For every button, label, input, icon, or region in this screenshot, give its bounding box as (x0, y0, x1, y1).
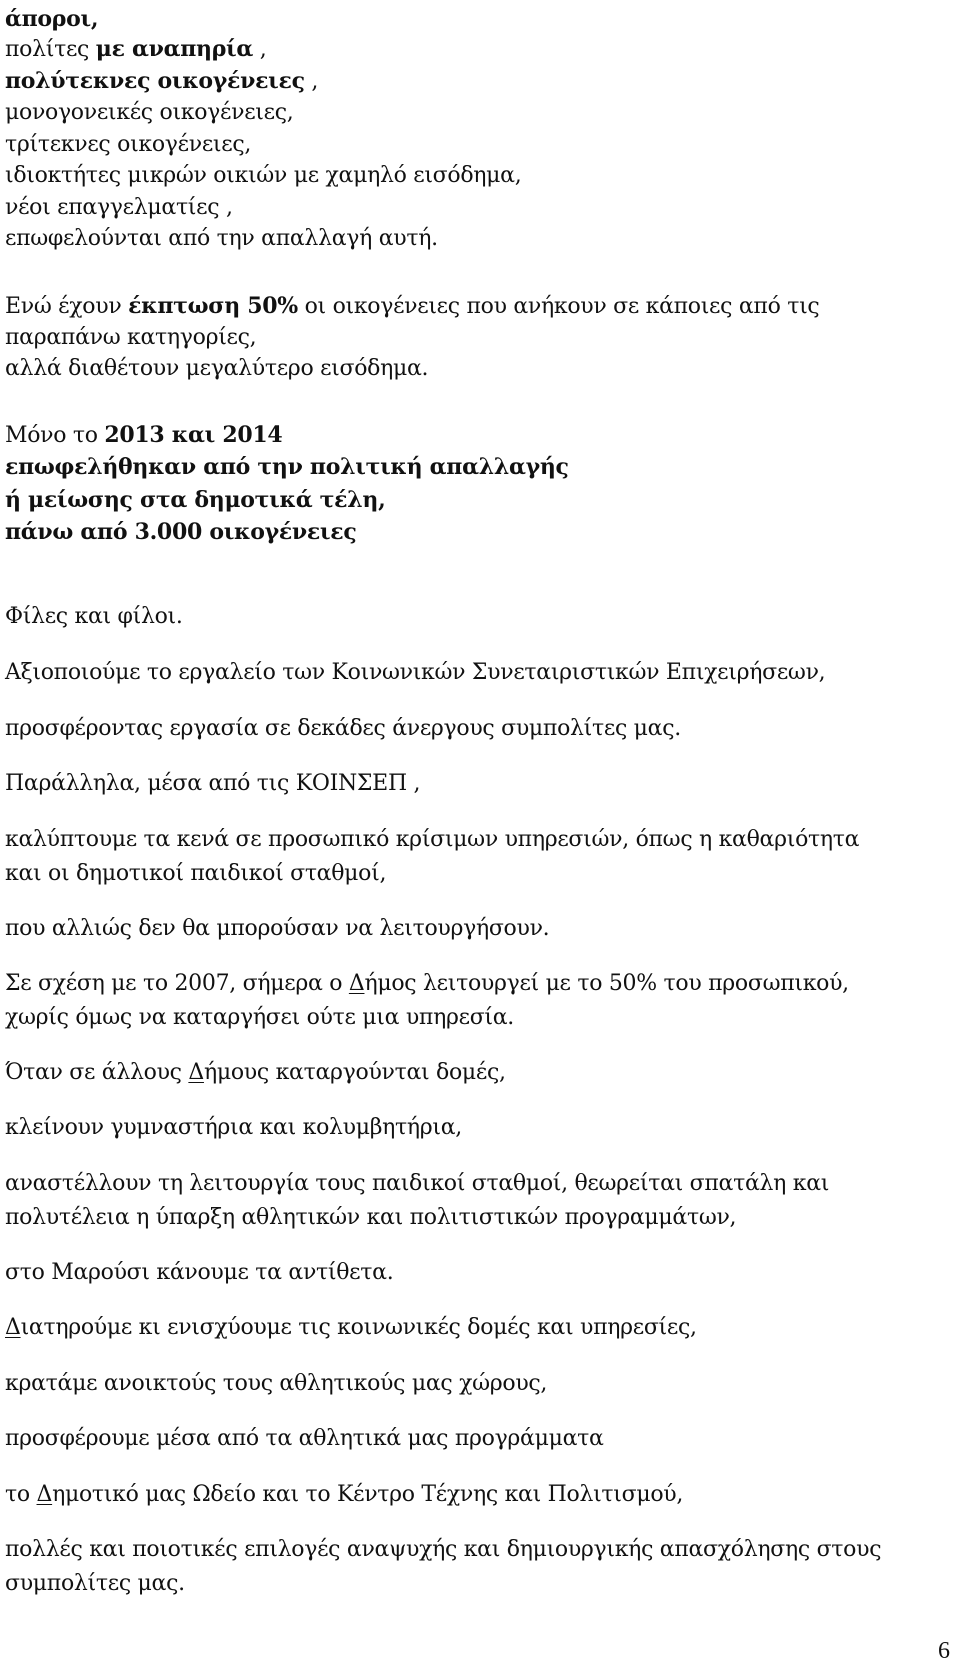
text-line (5, 323, 256, 353)
text-line (5, 1203, 736, 1233)
text-span: ιδιοκτήτες μικρών οικιών με χαμηλό εισόδημα, (5, 163, 522, 188)
text-line (5, 1169, 829, 1199)
text-line (5, 130, 251, 160)
text-span: παραπάνω κατηγορίες, (5, 325, 257, 350)
text-line (5, 193, 233, 223)
text-span: προσφέροντας εργασία σε δεκάδες άνεργους συμπολίτες μας. (5, 716, 681, 741)
text-span: μονογονεικές οικογένειες, (5, 100, 294, 125)
text-line (5, 354, 428, 384)
text-line (5, 452, 569, 483)
bold-text: με αναπηρία (95, 36, 254, 62)
text-line (5, 1424, 604, 1454)
text-span: αλλά διαθέτουν μεγαλύτερο εισόδημα. (5, 356, 429, 381)
text-line (5, 485, 385, 516)
text-line (5, 859, 386, 889)
text-span: ιατηρούμε κι ενισχύουμε τις κοινωνικές δομές και υπηρεσίες, (20, 1315, 697, 1340)
text-span: στο Μαρούσι κάνουμε τα αντίθετα. (5, 1260, 394, 1285)
text-span: Σε σχέση με το 2007, σήμερα ο (5, 971, 349, 996)
text-line (5, 914, 549, 944)
text-line (5, 420, 282, 451)
text-line (5, 1058, 506, 1088)
text-line (5, 825, 859, 855)
text-span: και οι δημοτικοί παιδικοί σταθμοί, (5, 861, 387, 886)
text-span: το (5, 1482, 37, 1507)
text-span: , (304, 69, 319, 94)
text-span: πολίτες (5, 37, 96, 62)
text-line (5, 1258, 393, 1288)
text-line (5, 98, 293, 128)
page-number: 6 (938, 1638, 950, 1664)
text-span: χωρίς όμως να καταργήσει ούτε μια υπηρεσία. (5, 1005, 514, 1030)
text-line (5, 1113, 462, 1143)
text-line (5, 602, 183, 632)
text-span: οι οικογένειες που ανήκουν σε κάποιες από τις (297, 294, 820, 319)
text-span: καλύπτουμε τα κενά σε προσωπικό κρίσιμων υπηρεσιών, όπως η καθαριότητα (5, 827, 860, 852)
text-span: Όταν σε άλλους (5, 1060, 189, 1085)
text-line (5, 658, 825, 688)
bold-text: ή μείωσης στα δημοτικά τέλη, (5, 487, 386, 513)
text-span: πολυτέλεια η ύπαρξη αθλητικών και πολιτιστικών προγραμμάτων, (5, 1205, 737, 1230)
text-span: προσφέρουμε μέσα από τα αθλητικά μας προγράμματα (5, 1426, 604, 1451)
underlined-text: Δ (188, 1060, 204, 1085)
underlined-text: Δ (348, 971, 365, 996)
text-span: κρατάμε ανοικτούς τους αθλητικούς μας χώρους, (5, 1371, 548, 1396)
bold-text: άποροι, (5, 6, 99, 32)
text-line (5, 517, 356, 548)
text-line (5, 1313, 697, 1343)
text-span: τρίτεκνες οικογένειες, (5, 132, 252, 157)
text-span: ήμους καταργούνται δομές, (203, 1060, 506, 1085)
text-line (5, 1569, 185, 1599)
underlined-text: Δ (5, 1315, 21, 1340)
bold-text: πολύτεκνες οικογένειες (5, 68, 305, 94)
text-span: ημοτικό μας Ωδείο και το Κέντρο Τέχνης και Πολιτισμού, (52, 1482, 684, 1507)
text-line (5, 1480, 683, 1510)
text-span: επωφελούνται από την απαλλαγή αυτή. (5, 226, 438, 251)
text-line (5, 4, 98, 35)
text-line (5, 224, 438, 254)
text-line (5, 1003, 514, 1033)
text-line (5, 34, 266, 65)
text-line (5, 66, 318, 97)
bold-text: πάνω από 3.000 οικογένειες (5, 519, 357, 545)
text-span: Αξιοποιούμε το εργαλείο των Κοινωνικών Συνεταιριστικών Επιχειρήσεων, (5, 660, 826, 685)
text-line (5, 769, 420, 799)
text-line (5, 714, 681, 744)
bold-text: έκπτωση 50% (128, 293, 298, 319)
text-span: αναστέλλουν τη λειτουργία τους παιδικοί σταθμοί, θεωρείται σπατάλη και (5, 1171, 830, 1196)
text-line (5, 291, 819, 322)
text-span: , (253, 37, 267, 62)
text-span: Παράλληλα, μέσα από τις ΚΟΙΝΣΕΠ , (5, 771, 421, 796)
text-span: Μόνο το (5, 423, 105, 448)
text-line (5, 1535, 881, 1565)
text-span: Φίλες και φίλοι. (5, 604, 183, 629)
text-line (5, 969, 849, 999)
bold-text: 2013 και 2014 (104, 422, 283, 448)
bold-text: επωφελήθηκαν από την πολιτική απαλλαγής (5, 454, 569, 480)
underlined-text: Δ (36, 1482, 53, 1507)
text-span: Ενώ έχουν (5, 294, 129, 319)
text-span: που αλλιώς δεν θα μπορούσαν να λειτουργήσουν. (5, 916, 550, 941)
text-line (5, 1369, 547, 1399)
text-line (5, 161, 521, 191)
text-span: πολλές και ποιοτικές επιλογές αναψυχής και δημιουργικής απασχόλησης στους (5, 1537, 882, 1562)
text-span: συμπολίτες μας. (5, 1571, 185, 1596)
text-span: κλείνουν γυμναστήρια και κολυμβητήρια, (5, 1115, 463, 1140)
text-span: ήμος λειτουργεί με το 50% του προσωπικού, (364, 971, 849, 996)
text-span: νέοι επαγγελματίες , (5, 195, 233, 220)
